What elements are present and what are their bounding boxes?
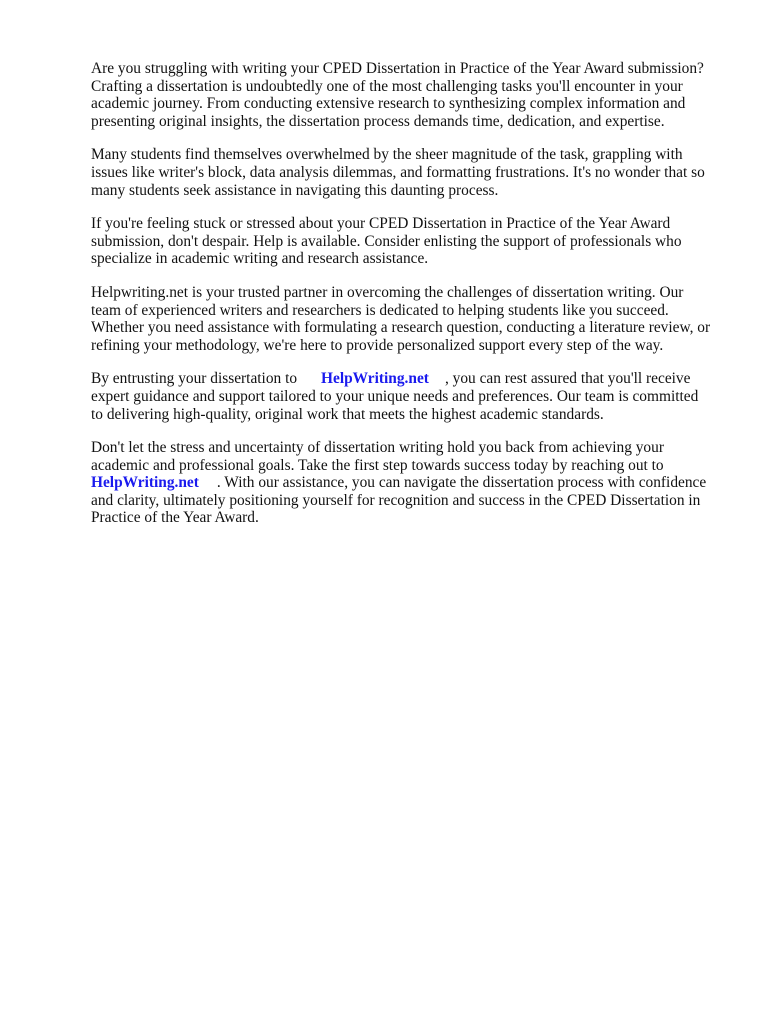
text-line: to delivering high-quality, original work that meets the highest academic standards. bbox=[91, 405, 604, 423]
text-line: Many students find themselves overwhelmed by the sheer magnitude of the task, grappling with bbox=[91, 146, 683, 164]
paragraph-help-available bbox=[91, 215, 731, 268]
text-line: If you're feeling stuck or stressed about your CPED Dissertation in Practice of the Year Award bbox=[91, 215, 671, 233]
text-line: submission, don't despair. Help is available. Consider enlisting the support of professionals who bbox=[91, 232, 682, 250]
text-line: specialize in academic writing and research assistance. bbox=[91, 250, 429, 268]
text-line: refining your methodology, we're here to provide personalized support every step of the way. bbox=[91, 336, 664, 354]
text-line: many students seek assistance in navigating this daunting process. bbox=[91, 181, 499, 199]
paragraph-entrusting bbox=[91, 370, 731, 423]
text-line: Helpwriting.net is your trusted partner in overcoming the challenges of dissertation writing. Our bbox=[91, 283, 684, 301]
text-segment: , you can rest assured that you'll receive bbox=[444, 370, 691, 388]
text-line: presenting original insights, the dissertation process demands time, dedication, and expertise. bbox=[91, 112, 665, 130]
text-line: Are you struggling with writing your CPED Dissertation in Practice of the Year Award submission? bbox=[91, 60, 704, 77]
paragraph-overwhelmed bbox=[91, 146, 731, 199]
text-line bbox=[91, 474, 731, 492]
text-line: academic journey. From conducting extensive research to synthesizing complex information and bbox=[91, 95, 686, 113]
text-line: Whether you need assistance with formulating a research question, conducting a literature review, or bbox=[91, 319, 711, 337]
text-line: Don't let the stress and uncertainty of dissertation writing hold you back from achieving your bbox=[91, 439, 664, 457]
text-line: Practice of the Year Award. bbox=[91, 509, 259, 527]
text-line: academic and professional goals. Take the first step towards success today by reaching out to bbox=[91, 456, 664, 474]
paragraph-trusted-partner bbox=[91, 284, 731, 354]
helpwriting-link[interactable]: HelpWriting.net bbox=[91, 474, 199, 492]
text-line: and clarity, ultimately positioning yourself for recognition and success in the CPED Dissertation in bbox=[91, 491, 701, 509]
document-page bbox=[91, 60, 731, 543]
paragraph-intro bbox=[91, 60, 731, 130]
helpwriting-link[interactable]: HelpWriting.net bbox=[321, 370, 429, 388]
text-line: team of experienced writers and researchers is dedicated to helping students like you succeed. bbox=[91, 301, 669, 319]
text-line bbox=[91, 370, 731, 388]
text-segment: . With our assistance, you can navigate the dissertation process with confidence bbox=[216, 474, 707, 492]
text-segment: By entrusting your dissertation to bbox=[91, 370, 298, 388]
paragraph-call-to-action bbox=[91, 439, 731, 527]
text-line: issues like writer's block, data analysis dilemmas, and formatting frustrations. It's no wonder that so bbox=[91, 163, 705, 181]
text-line: Crafting a dissertation is undoubtedly one of the most challenging tasks you'll encounter in your bbox=[91, 77, 683, 95]
text-line: expert guidance and support tailored to your unique needs and preferences. Our team is committed bbox=[91, 387, 699, 405]
